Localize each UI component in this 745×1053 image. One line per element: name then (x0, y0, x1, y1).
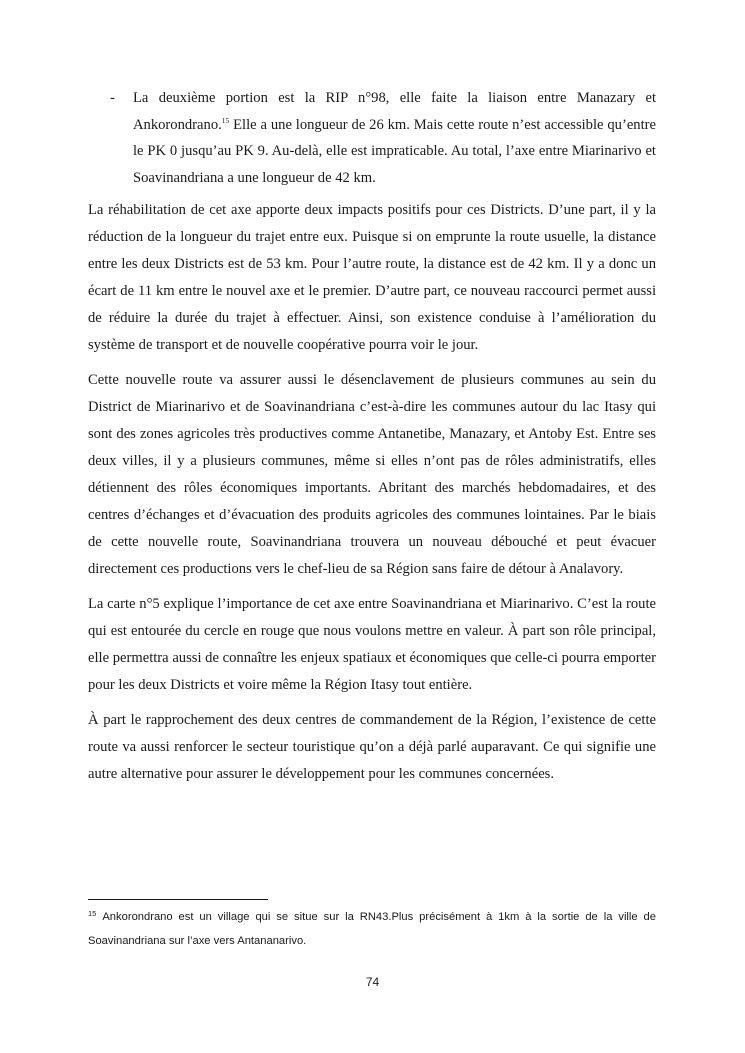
bullet-text-after-ref: Elle a une longueur de 26 km. Mais cette route n’est accessible qu’entre le PK 0 jusqu’au PK 9. Au-delà, elle est impraticable. Au total, l’axe entre Miarinarivo et Soavinandriana a une longueur de 42 km. (133, 116, 656, 186)
body-text (88, 197, 656, 796)
paragraph-desenclavement: Cette nouvelle route va assurer aussi le désenclavement de plusieurs communes au sein du District de Miarinarivo et de Soavinandriana c’est-à-dire les communes autour du lac Itasy qui sont des zones agricoles très productives comme Antanetibe, Manazary, et Antoby Est. Entre ses deux villes, il y a plusieurs communes, même si elles n’ont pas de rôles administratifs, elles détiennent des rôles économiques importants. Abritant des marchés hebdomadaires, et des centres d’échanges et d’évacuation des produits agricoles des communes lointaines. Par le biais de cette nouvelle route, Soavinandriana trouvera un nouveau débouché et peut évacuer directement ces productions vers le chef-lieu de sa Région sans faire de détour à Analavory. (88, 372, 656, 577)
footnote-separator (88, 899, 268, 900)
bullet-item (88, 85, 656, 191)
paragraph-impacts: La réhabilitation de cet axe apporte deux impacts positifs pour ces Districts. D’une part, il y la réduction de la longueur du trajet entre eux. Puisque si on emprunte la route usuelle, la distance entre les deux Districts est de 53 km. Pour l’autre route, la distance est de 42 km. Il y a donc un écart de 11 km entre le nouvel axe et le premier. D’autre part, ce nouveau raccourci permet aussi de réduire la durée du trajet à effectuer. Ainsi, son existence conduise à l’amélioration du système de transport et de nouvelle coopérative pourra voir le jour. (88, 202, 656, 353)
paragraph-carte: La carte n°5 explique l’importance de cet axe entre Soavinandriana et Miarinarivo. C’est la route qui est entourée du cercle en rouge que nous voulons mettre en valeur. À part son rôle principal, elle permettra aussi de connaître les enjeux spatiaux et économiques que celle-ci pourra emporter pour les deux Districts et voire même la Région Itasy tout entière. (88, 596, 656, 693)
bullet-dash: - (110, 90, 115, 106)
footnote (88, 905, 656, 953)
footnote-reference[interactable]: 15 (221, 115, 230, 125)
bullet-text-before-ref: La deuxième portion est la RIP n°98, elle faite la liaison entre Manazary et Ankorondrano. (133, 90, 656, 133)
bullet-text (133, 85, 656, 191)
paragraph-rapprochement: À part le rapprochement des deux centres de commandement de la Région, l’existence de cette route va aussi renforcer le secteur touristique qu’on a déjà parlé auparavant. Ce qui signifie une autre alternative pour assurer le développement pour les communes concernées. (88, 712, 656, 782)
footnote-number: 15 (88, 909, 97, 918)
page-number: 74 (365, 975, 380, 989)
footnote-text: Ankorondrano est un village qui se situe sur la RN43.Plus précisément à 1km à la sortie de la ville de Soavinandriana sur l’axe vers Antananarivo. (88, 911, 656, 947)
